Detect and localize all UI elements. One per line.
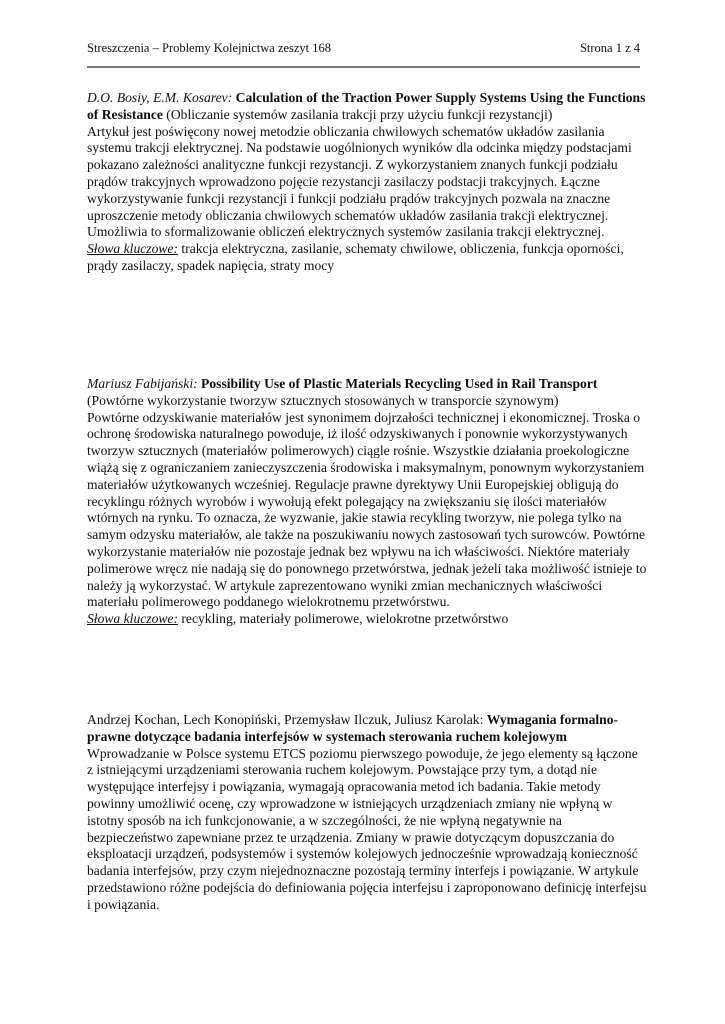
abstract-body: Wprowadzanie w Polsce systemu ETCS poziomu pierwszego powoduje, że jego elementy są łączone z istniejącymi urządzeniami sterowania ruchem kolejowym. Powstające przy tym, a dotąd nie występujące interfejsy i powiązania, wymagają opracowania metod ich badania. Takie metody powinny umożliwić ocenę, czy wprowadzone w istniejących urządzeniach zmiany nie wpłyną w istotny sposób na ich funkcjonowanie, a w szczególności, że nie wpłyną negatywnie na bezpieczeństwo zapewniane przez te urządzenia. Zmiany w prawie dotyczącym dopuszczania do eksploatacji urządzeń, podsystemów i systemów kolejowych jednocześnie wprowadzają konieczność badania interfejsów, przy czym niejednoznaczne pozostają terminy interfejs i powiązanie. W artykule przedstawiono różne podejścia do definiowania pojęcia interfejsu i zaproponowano definicję interfejsu i powiązania.	[87, 745, 647, 912]
abstract-2	[87, 376, 647, 628]
abstract-authors: Mariusz Fabijański:	[87, 376, 198, 391]
abstract-body: Artykuł jest poświęcony nowej metodzie obliczania chwilowych schematów układów zasilania systemu trakcji elektrycznej. Na podstawie uogólnionych wyników dla odcinka między podstacjami pokazano zależności analityczne funkcji rezystancji. Z wykorzystaniem znanych funkcji podziału prądów trakcyjnych wprowadzono pojęcie rezystancji zasilaczy podstacji trakcyjnych. Łączne wykorzystywanie funkcji rezystancji i funkcji podziału prądów trakcyjnych pozwala na znaczne uproszczenie metody obliczania chwilowych schematów układów zasilania trakcji elektrycznej. Umożliwia to sformalizowanie obliczeń elektrycznych systemów zasilania trakcji elektrycznej.	[87, 123, 632, 240]
abstract-subtitle: (Powtórne wykorzystanie tworzyw sztucznych stosowanych w transporcie szynowym)	[87, 392, 559, 408]
abstract-heading	[87, 376, 647, 410]
abstract-keywords	[87, 241, 647, 275]
abstract-authors: Andrzej Kochan, Lech Konopiński, Przemysław Ilczuk, Juliusz Karolak:	[87, 712, 484, 727]
abstract-authors: D.O. Bosiy, E.M. Kosarev:	[87, 90, 233, 105]
abstract-1	[87, 90, 647, 275]
abstract-keywords	[87, 611, 647, 628]
page-header	[87, 40, 640, 56]
header-journal: Streszczenia – Problemy Kolejnictwa zeszyt 168	[87, 41, 332, 55]
abstract-title: Possibility Use of Plastic Materials Recycling Used in Rail Transport	[201, 376, 598, 391]
abstract-heading	[87, 712, 647, 746]
keywords-label: Słowa kluczowe:	[87, 241, 178, 257]
abstract-3	[87, 712, 647, 914]
abstract-subtitle: (Obliczanie systemów zasilania trakcji przy użyciu funkcji rezystancji)	[166, 106, 553, 122]
keywords-label: Słowa kluczowe:	[87, 611, 178, 627]
abstract-title: Wymagania formalno-prawne dotyczące badania interfejsów w systemach sterowania ruchem kolejowym	[87, 712, 619, 744]
keywords-text: trakcja elektryczna, zasilanie, schematy chwilowe, obliczenia, funkcja oporności, prądy zasilaczy, spadek napięcia, straty mocy	[87, 241, 624, 273]
abstract-body: Powtórne odzyskiwanie materiałów jest synonimem dojrzałości technicznej i ekonomicznej. Troska o ochronę środowiska naturalnego powoduje, iż ilość odzyskiwanych i ponownie wykorzystywanych tworzyw sztucznych (materiałów polimerowych) ciągle rośnie. Wszystkie działania proekologiczne wiążą się z ograniczaniem zanieczyszczenia środowiska i maksymalnym, ponownym wykorzystaniem materiałów użytkowanych wcześniej. Regulacje prawne dyrektywy Unii Europejskiej obligują do recyklingu różnych wyrobów i wywołują efekt polegający na zwiększaniu się ilości materiałów wtórnych na rynku. To oznacza, że wyzwanie, jakie stawia recykling tworzyw, nie polega tylko na samym odzysku materiałów, ale także na poszukiwaniu nowych zastosowań tych surowców. Powtórne wykorzystanie materiałów nie pozostaje jednak bez wpływu na ich właściwości. Niektóre materiały polimerowe wręcz nie nadają się do ponownego przetwórstwa, jednak jeżeli taka możliwość istnieje to należy ją wykorzystać. W artykule zaprezentowano wyniki zmian mechanicznych właściwości materiału polimerowego poddanego wielokrotnemu przetwórstwu.	[87, 409, 647, 610]
abstract-title: Calculation of the Traction Power Supply Systems Using the Functions of Resistance	[87, 90, 646, 122]
header-page-number: Strona 1 z 4	[579, 41, 640, 55]
abstract-heading	[87, 90, 647, 124]
keywords-text: recykling, materiały polimerowe, wielokrotne przetwórstwo	[181, 611, 509, 627]
header-rule	[87, 66, 640, 68]
